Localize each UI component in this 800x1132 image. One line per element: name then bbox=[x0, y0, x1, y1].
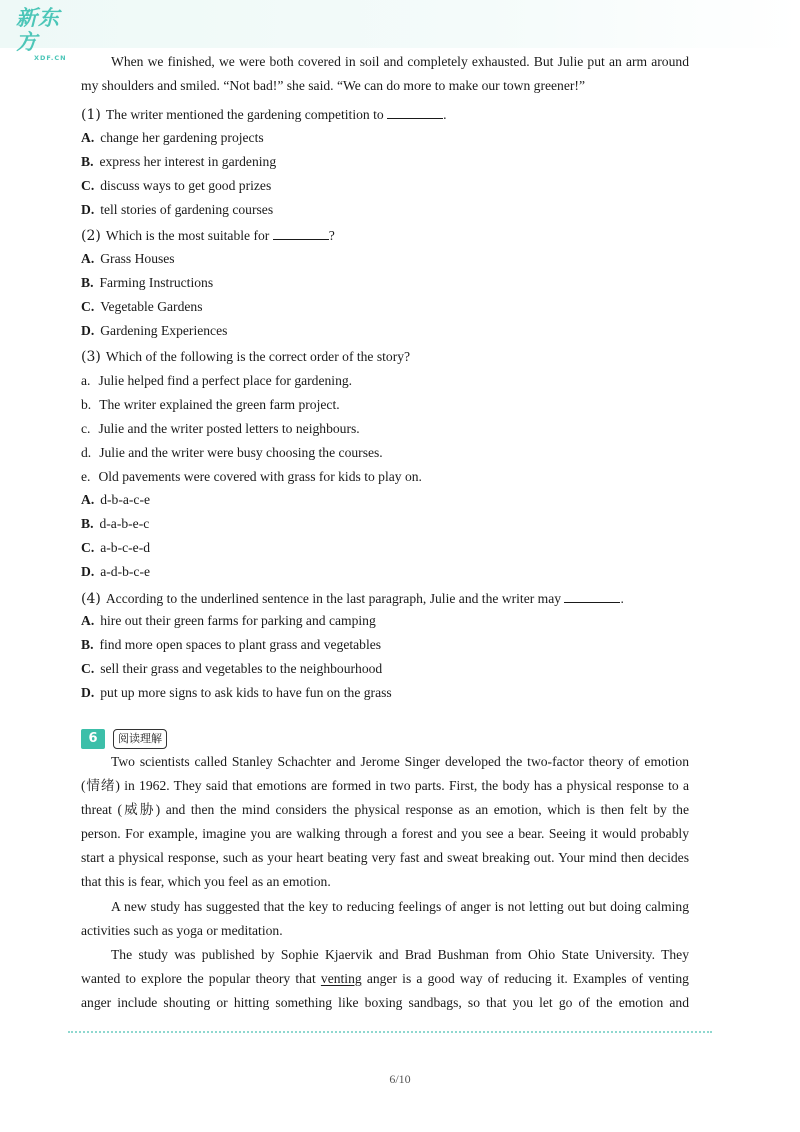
option-3a[interactable]: A. d-b-a-c-e bbox=[81, 492, 151, 507]
answer-blank bbox=[273, 227, 329, 240]
option-1a[interactable]: A. change her gardening projects bbox=[81, 130, 264, 145]
page-number: 6/10 bbox=[389, 1072, 411, 1086]
logo-sub-text: XDF.CN bbox=[34, 54, 67, 62]
xdf-logo bbox=[16, 6, 80, 62]
event-d: d. Julie and the writer were busy choosing the courses. bbox=[81, 445, 383, 460]
option-3d[interactable]: D. a-d-b-c-e bbox=[81, 564, 151, 579]
option-2b[interactable]: B. Farming Instructions bbox=[81, 275, 214, 290]
option-2d[interactable]: D. Gardening Experiences bbox=[81, 323, 228, 338]
option-1b[interactable]: B. express her interest in gardening bbox=[81, 154, 277, 169]
option-4d[interactable]: D. put up more signs to ask kids to have fun on the grass bbox=[81, 685, 392, 700]
passage-p2-line-1: A new study has suggested that the key to reducing feelings of anger is not letting out but doing calming bbox=[111, 899, 689, 914]
question-number: (2) bbox=[81, 228, 101, 244]
event-a: a. Julie helped find a perfect place for gardening. bbox=[81, 373, 353, 388]
passage-p3-line-1: The study was published by Sophie Kjaervik and Brad Bushman from Ohio State University. They bbox=[111, 947, 689, 962]
event-c: c. Julie and the writer posted letters to neighbours. bbox=[81, 421, 360, 436]
passage-p1-line-6: that this is fear, which you feel as an emotion. bbox=[81, 874, 331, 889]
underlined-word: venting bbox=[320, 971, 362, 986]
logo-main-text: 新东方 bbox=[16, 6, 60, 54]
passage-p1-line-2: (情绪) in 1962. They said that emotions are formed in two parts. First, the body has a physical response to a bbox=[81, 778, 689, 793]
question-number: (1) bbox=[81, 107, 101, 123]
event-e: e. Old pavements were covered with grass for kids to play on. bbox=[81, 469, 422, 484]
passage-p3-line-2: wanted to explore the popular theory that venting anger is a good way of reducing it. Examples of venting bbox=[81, 971, 689, 986]
answer-blank bbox=[564, 590, 620, 603]
passage-p1-line-5: start a physical response, such as your heart beating very fast and sweat breaking out. Your mind then decides bbox=[81, 850, 689, 865]
option-4b[interactable]: B. find more open spaces to plant grass and vegetables bbox=[81, 637, 382, 652]
option-2a[interactable]: A. Grass Houses bbox=[81, 251, 175, 266]
option-3b[interactable]: B. d-a-b-e-c bbox=[81, 516, 150, 531]
passage-p1-line-4: person. For example, imagine you are walking through a forest and you see a bear. Seeing it would probably bbox=[81, 826, 689, 841]
passage-p1-line-3: threat (威胁) and then the mind considers the physical response as an emotion, which is then felt by the bbox=[81, 802, 689, 817]
question-number: (3) bbox=[81, 349, 101, 365]
option-1c[interactable]: C. discuss ways to get good prizes bbox=[81, 178, 272, 193]
option-3c[interactable]: C. a-b-c-e-d bbox=[81, 540, 151, 555]
option-2c[interactable]: C. Vegetable Gardens bbox=[81, 299, 203, 314]
option-1d[interactable]: D. tell stories of gardening courses bbox=[81, 202, 274, 217]
passage-p1-line-1: Two scientists called Stanley Schachter and Jerome Singer developed the two-factor theory of emotion bbox=[111, 754, 689, 769]
footer-separator bbox=[68, 1031, 712, 1033]
passage-p3-line-3: anger include shouting or hitting something like boxing sandbags, so that you let go of the emotion and bbox=[81, 995, 689, 1010]
passage-end-line-1: When we finished, we were both covered in soil and completely exhausted. But Julie put an arm around bbox=[111, 54, 689, 69]
question-4-stem: (4) According to the underlined sentence in the last paragraph, Julie and the writer may . bbox=[81, 591, 624, 607]
section-type-badge: 阅读理解 bbox=[113, 729, 167, 749]
answer-blank bbox=[387, 106, 443, 119]
passage-end-line-2: my shoulders and smiled. “Not bad!” she said. “We can do more to make our town greener!” bbox=[81, 78, 585, 93]
question-number: (4) bbox=[81, 591, 101, 607]
section-number-badge: 6 bbox=[81, 729, 105, 749]
header-band bbox=[0, 0, 800, 48]
question-1-stem: (1) The writer mentioned the gardening competition to . bbox=[81, 107, 447, 123]
option-4a[interactable]: A. hire out their green farms for parking and camping bbox=[81, 613, 376, 628]
question-3-stem: (3) Which of the following is the correct order of the story? bbox=[81, 349, 411, 365]
question-2-stem: (2) Which is the most suitable for ? bbox=[81, 228, 335, 244]
option-4c[interactable]: C. sell their grass and vegetables to the neighbourhood bbox=[81, 661, 383, 676]
passage-p2-line-2: activities such as yoga or meditation. bbox=[81, 923, 283, 938]
event-b: b. The writer explained the green farm project. bbox=[81, 397, 340, 412]
